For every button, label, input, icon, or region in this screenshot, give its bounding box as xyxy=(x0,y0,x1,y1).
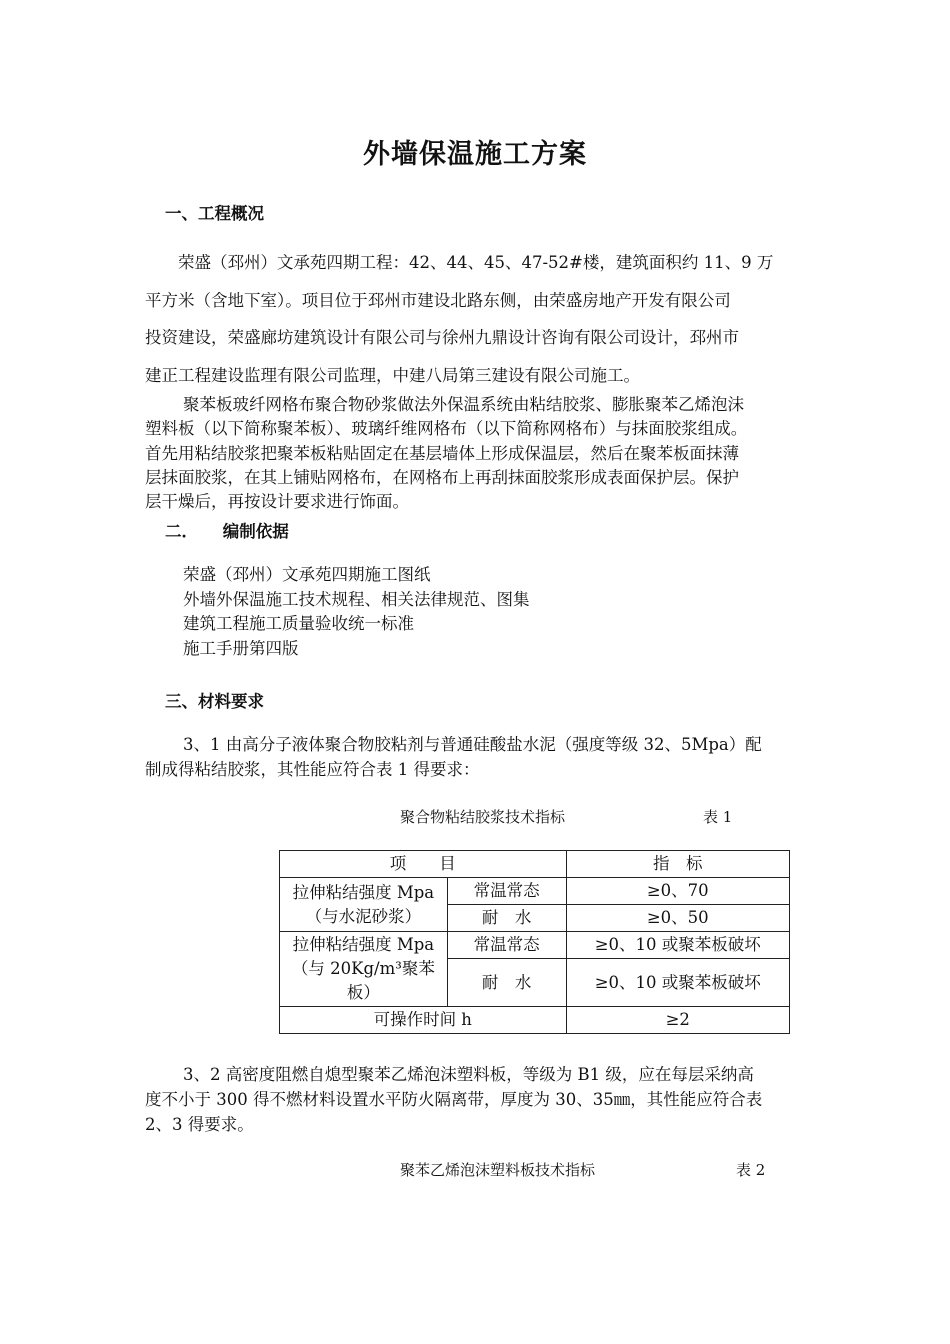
table-row xyxy=(280,932,790,959)
paragraph-line: 制成得粘结胶浆，其性能应符合表 1 得要求： xyxy=(145,759,480,779)
list-item: 外墙外保温施工技术规程、相关法律规范、图集 xyxy=(183,589,530,609)
paragraph-line: 荣盛（邳州）文承苑四期工程：42、44、45、47-52#楼，建筑面积约 11、9 万 xyxy=(178,253,774,272)
table-label-line: 板） xyxy=(346,983,380,1002)
section-1-paragraph-2 xyxy=(145,393,845,514)
section-3-paragraph-2 xyxy=(145,1062,845,1137)
table-cell: ≥2 xyxy=(566,1007,789,1034)
section-3-paragraph-1 xyxy=(145,733,845,782)
table-label-line: 拉伸粘结强度 Mpa xyxy=(292,935,435,954)
table-cell: 常温常态 xyxy=(447,878,566,905)
table-group-label xyxy=(280,932,448,1007)
table-label-line: （与 20Kg/m³聚苯 xyxy=(291,959,435,978)
page-title: 外墙保温施工方案 xyxy=(363,139,587,170)
table-group-label xyxy=(280,878,448,932)
table-cell: ≥0、10 或聚苯板破坏 xyxy=(566,959,789,1007)
list-item: 建筑工程施工质量验收统一标准 xyxy=(183,614,414,633)
list-item: 施工手册第四版 xyxy=(183,638,299,658)
table-cell: ≥0、10 或聚苯板破坏 xyxy=(566,932,789,959)
paragraph-line: 建正工程建设监理有限公司监理，中建八局第三建设有限公司施工。 xyxy=(145,365,640,385)
table-2-caption: 聚苯乙烯泡沫塑料板技术指标 xyxy=(400,1161,596,1179)
reference-list xyxy=(183,563,883,661)
section-1-paragraph-1 xyxy=(145,244,845,394)
paragraph-line: 2、3 得要求。 xyxy=(145,1115,254,1134)
section-2-heading: 二． 编制依据 xyxy=(165,522,289,541)
table-1-caption: 聚合物粘结胶浆技术指标 xyxy=(400,808,566,826)
paragraph-line: 层干燥后，再按设计要求进行饰面。 xyxy=(145,492,409,512)
table-cell: 耐 水 xyxy=(447,959,566,1007)
table-2-label: 表 2 xyxy=(736,1161,766,1179)
table-row xyxy=(280,1007,790,1034)
paragraph-line: 聚苯板玻纤网格布聚合物砂浆做法外保温系统由粘结胶浆、膨胀聚苯乙烯泡沫 xyxy=(183,395,744,414)
table-1 xyxy=(279,850,790,1034)
table-1-label: 表 1 xyxy=(703,808,733,826)
list-item: 荣盛（邳州）文承苑四期施工图纸 xyxy=(183,565,431,584)
paragraph-line: 投资建设，荣盛廊坊建筑设计有限公司与徐州九鼎设计咨询有限公司设计，邳州市 xyxy=(145,328,739,347)
paragraph-line: 首先用粘结胶浆把聚苯板粘贴固定在基层墙体上形成保温层，然后在聚苯板面抹薄 xyxy=(145,443,739,463)
paragraph-line: 3、2 高密度阻燃自熄型聚苯乙烯泡沫塑料板，等级为 B1 级，应在每层采纳高 xyxy=(183,1065,754,1084)
table-row xyxy=(280,878,790,905)
paragraph-line: 塑料板（以下简称聚苯板）、玻璃纤维网格布（以下简称网格布）与抹面胶浆组成。 xyxy=(145,419,748,439)
table-header-cell: 项 目 xyxy=(280,851,567,878)
section-3-heading: 三、材料要求 xyxy=(165,692,264,711)
table-cell: ≥0、50 xyxy=(566,905,789,932)
table-label-line: （与水泥砂浆） xyxy=(305,906,422,926)
table-cell: ≥0、70 xyxy=(566,878,789,905)
paragraph-line: 3、1 由高分子液体聚合物胶粘剂与普通硅酸盐水泥（强度等级 32、5Mpa）配 xyxy=(183,735,762,754)
table-cell: 耐 水 xyxy=(447,905,566,932)
paragraph-line: 平方米（含地下室）。项目位于邳州市建设北路东侧，由荣盛房地产开发有限公司 xyxy=(145,290,731,310)
paragraph-line: 层抹面胶浆，在其上铺贴网格布，在网格布上再刮抹面胶浆形成表面保护层。保护 xyxy=(145,467,739,487)
table-label-line: 拉伸粘结强度 Mpa xyxy=(292,882,435,902)
table-cell: 可操作时间 h xyxy=(280,1007,567,1034)
table-cell: 常温常态 xyxy=(447,932,566,959)
section-1-heading: 一、工程概况 xyxy=(165,204,264,223)
paragraph-line: 度不小于 300 得不燃材料设置水平防火隔离带，厚度为 30、35㎜，其性能应符合表 xyxy=(145,1090,763,1109)
table-header-cell: 指 标 xyxy=(566,851,789,878)
table-header-row xyxy=(280,851,790,878)
